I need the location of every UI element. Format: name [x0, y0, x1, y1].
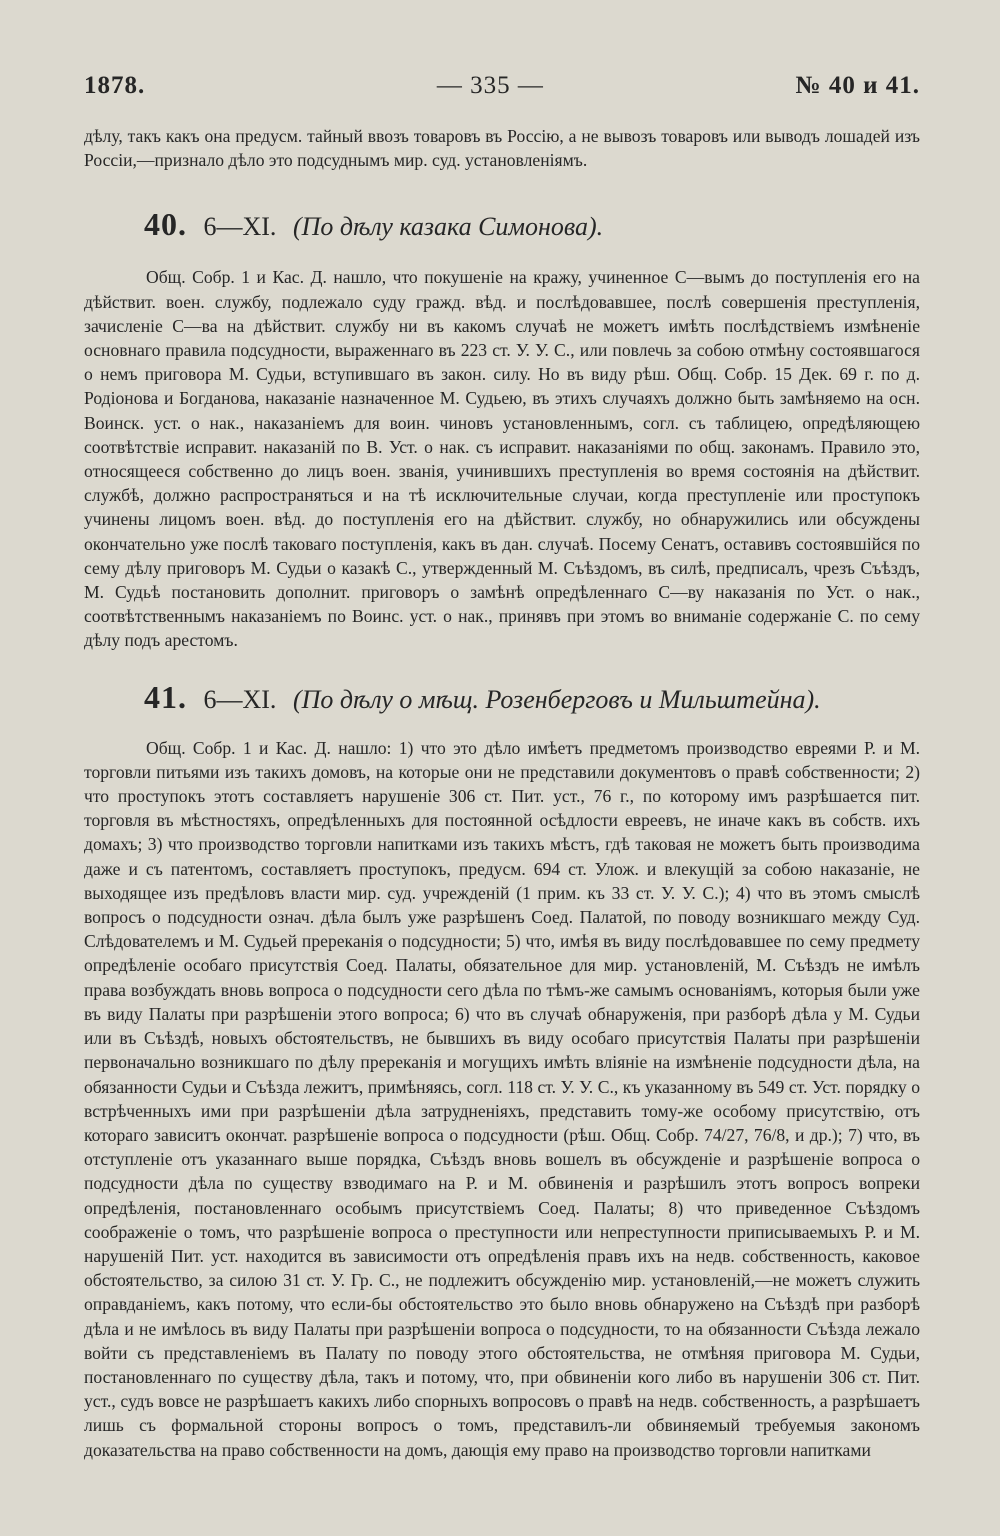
- header-year: 1878.: [84, 72, 146, 99]
- issue-number: № 40 и 41.: [795, 72, 920, 99]
- section-41-heading: [144, 679, 920, 716]
- section-40-body: Общ. Собр. 1 и Кас. Д. нашло, что покушеніе на кражу, учиненное С—вымъ до поступленія его на дѣйствит. воен. службу, подлежало суду гражд. вѣд. и послѣдовавшее, послѣ совершенія преступленія, зачисленіе С—ва на дѣйствит. службу ни въ какомъ случаѣ не можетъ имѣть послѣдствіемъ измѣненіе основнаго правила подсудности, выраженнаго въ 223 ст. У. У. С., или повлечь за собою отмѣну состоявшагося о немъ приговора М. Судьи, вступившаго въ закон. силу. Но въ виду рѣш. Общ. Собр. 15 Дек. 69 г. по д. Родіонова и Богданова, наказаніе назначенное М. Судьею, въ этихъ случаяхъ должно быть замѣняемо на осн. Воинск. уст. о нак., наказаніемъ для воин. чиновъ установленнымъ, согл. съ таблицею, опредѣляющею соотвѣтствіе исправит. наказаній по В. Уст. о нак. съ исправит. наказаніями по общ. законамъ. Правило это, относящееся собственно до лицъ воен. званія, учинившихъ преступленія во время состоянія на дѣйствит. службѣ, должно распространяться и на тѣ исключительные случаи, когда преступленіе или проступокъ учинены лицомъ воен. вѣд. до поступленія его на дѣйствит. службу, но обнаружились или обсуждены окончательно уже послѣ таковаго поступленія, какъ въ дан. случаѣ. Посему Сенатъ, оставивъ состоявшійся по сему дѣлу приговоръ М. Судьи о казакѣ С., утвержденный М. Съѣздомъ, въ силѣ, предписалъ, чрезъ Съѣздъ, М. Судьѣ постановить дополнит. приговоръ о замѣнѣ опредѣленнаго С—ву наказанія по Уст. о нак., соотвѣтственнымъ наказаніемъ по Воинс. уст. о нак., принявъ при этомъ во вниманіе содержаніе С. по сему дѣлу подъ арестомъ.: [84, 267, 920, 651]
- section-40-number: 40.: [144, 206, 187, 243]
- section-40-title: (По дѣлу казака Симонова).: [292, 212, 604, 242]
- section-40-heading: [144, 206, 920, 243]
- page-number: — 335 —: [436, 72, 544, 99]
- section-41-body: Общ. Собр. 1 и Кас. Д. нашло: 1) что это дѣло имѣетъ предметомъ производство евреями Р. и М. торговли питьями изъ такихъ домовъ, на которые они не представили документовъ о правѣ собственности; 2) что проступокъ этотъ составляетъ нарушеніе 306 ст. Пит. уст., 76 г., по которому имъ разрѣшается пит. торговля въ мѣстностяхъ, опредѣленныхъ для постоянной осѣдлости евреевъ, не иначе какъ въ собств. ихъ домахъ; 3) что производство торговли напитками изъ такихъ мѣстъ, гдѣ таковая не можетъ быть производима даже и съ патентомъ, составляетъ проступокъ, предусм. 694 ст. Улож. и влекущій за собою наказаніе, не выходящее изъ предѣловъ власти мир. суд. учрежденій (1 прим. къ 33 ст. У. У. С.); 4) что въ этомъ смыслѣ вопросъ о подсудности означ. дѣла былъ уже разрѣшенъ Соед. Палатой, по поводу возникшаго между Суд. Слѣдователемъ и М. Судьей пререканія о подсудности; 5) что, имѣя въ виду послѣдовавшее по сему предмету опредѣленіе особаго присутствія Соед. Палаты, обязательное для мир. установленій, М. Съѣздъ не имѣлъ права возбуждать вновь вопроса о подсудности сего дѣла по тѣмъ-же самымъ основаніямъ, которыя были уже въ виду Палаты при разрѣшеніи этого вопроса; 6) что въ случаѣ обнаруженія, при разборѣ дѣла у М. Судьи или въ Съѣздѣ, новыхъ обстоятельствъ, не бывшихъ въ виду особаго присутствія Палаты при разрѣшеніи первоначально возникшаго по дѣлу пререканія и могущихъ имѣть вліяніе на измѣненіе подсудности дѣла, на обязанности Судьи и Съѣзда лежитъ, примѣняясь, согл. 118 ст. У. У. С., къ указанному въ 549 ст. Уст. порядку о встрѣченныхъ ими при разрѣшеніи дѣла затрудненіяхъ, представить тому-же особому присутствію, отъ котораго зависитъ окончат. разрѣшеніе вопроса о подсудности (рѣш. Общ. Собр. 74/27, 76/8, и др.); 7) что, въ отступленіе отъ указаннаго выше порядка, Съѣздъ вновь вошелъ въ обсужденіе и разрѣшеніе вопроса о подсудности дѣла по существу взводимаго на Р. и М. обвиненія и разрѣшилъ этотъ вопросъ вопреки опредѣленія, постановленнаго особымъ присутствіемъ Соед. Палаты; 8) что приведенное Съѣздомъ соображеніе о томъ, что разрѣшеніе вопроса о преступности или непреступности приписываемыхъ Р. и М. нарушеній Пит. уст. находится въ зависимости отъ опредѣленія правъ ихъ на недв. собственность, каковое обстоятельство, за силою 31 ст. У. Гр. С., не подлежитъ обсужденію мир. установленій,—не можетъ служить оправданіемъ, какъ потому, что если-бы обстоятельство это было вновь обнаружено на Съѣздѣ при разборѣ дѣла и не имѣлось въ виду Палаты при разрѣшеніи вопроса о подсудности, то на обязанности Съѣзда лежало войти съ представленіемъ въ Палату по поводу этого обстоятельства, не отмѣняя приговора М. Судьи, постановленнаго по существу дѣла, такъ и потому, что, при обвиненіи кого либо въ нарушеніи 306 ст. Пит. уст., судъ вовсе не разрѣшаетъ какихъ либо спорныхъ вопросовъ о правѣ на недв. собственность, а разрѣшаетъ лишь съ формальной стороны вопросъ о томъ, представилъ-ли обвиняемый требуемыя закономъ доказательства на право собственности на домъ, дающія ему право на производство торговли напитками: [84, 737, 920, 1460]
- continuation-paragraph: дѣлу, такъ какъ она предусм. тайный ввозъ товаровъ въ Россію, а не вывозъ товаровъ или выводъ лошадей изъ Россіи,—признало дѣло это подсуднымъ мир. суд. установленіямъ.: [84, 126, 920, 171]
- running-header: [84, 72, 920, 116]
- section-40-date: 6—XI.: [203, 212, 277, 242]
- section-41-number: 41.: [144, 678, 187, 715]
- section-41-title: (По дѣлу о мѣщ. Розенберговъ и Мильштейна).: [292, 684, 821, 714]
- section-41-date: 6—XI.: [203, 684, 277, 714]
